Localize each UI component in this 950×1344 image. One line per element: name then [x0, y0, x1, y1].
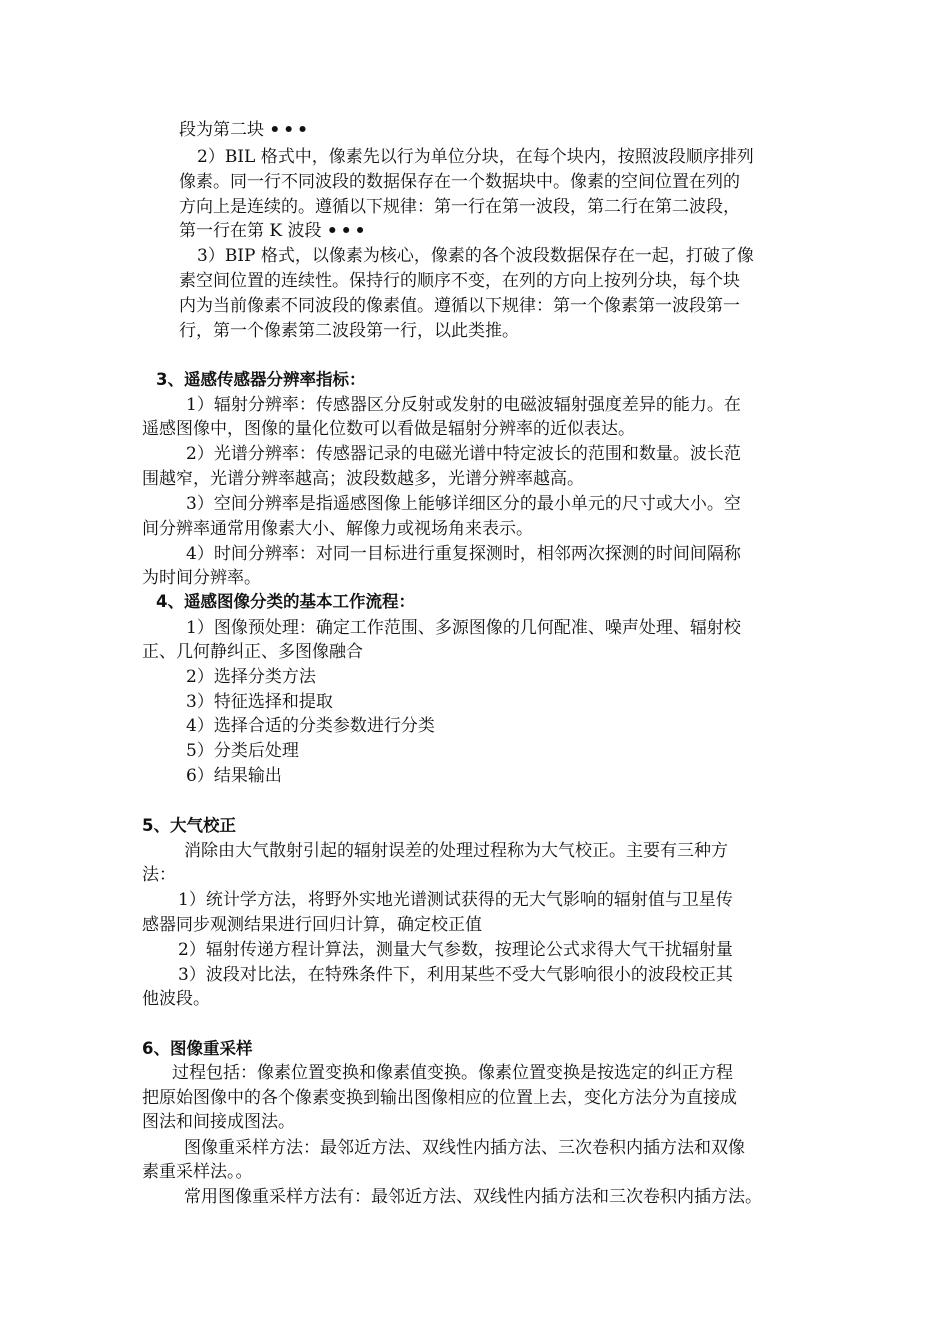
s4-step-1-line-1: 1）图像预处理：确定工作范围、多源图像的几何配准、噪声处理、辐射校 — [186, 618, 741, 638]
s5-method-1-line-1: 1）统计学方法，将野外实地光谱测试获得的无大气影响的辐射值与卫星传 — [178, 890, 733, 910]
s3-spatial-line-1: 3）空间分辨率是指遥感图像上能够详细区分的最小单元的尺寸或大小。空 — [186, 494, 741, 514]
s4-step-1-line-2: 正、几何静纠正、多图像融合 — [142, 642, 363, 662]
s6-process-line-1: 过程包括：像素位置变换和像素值变换。像素位置变换是按选定的纠正方程 — [172, 1063, 733, 1083]
s6-process-line-3: 图法和间接成图法。 — [142, 1112, 295, 1132]
s4-step-4: 4）选择合适的分类参数进行分类 — [186, 716, 435, 736]
bsq-tail-text: 段为第二块 — [179, 120, 264, 140]
bip-line-4: 行，第一个像素第二波段第一行，以此类推。 — [179, 321, 519, 341]
bsq-tail-line — [179, 119, 311, 143]
bil-line-1: 2）BIL 格式中，像素先以行为单位分块，在每个块内，按照波段顺序排列 — [197, 147, 754, 167]
s3-radiometric-line-1: 1）辐射分辨率：传感器区分反射或发射的电磁波辐射强度差异的能力。在 — [186, 395, 741, 415]
s5-intro-line-1: 消除由大气散射引起的辐射误差的处理过程称为大气校正。主要有三种方 — [184, 841, 728, 861]
bip-line-3: 内为当前像素不同波段的像素值。遵循以下规律：第一个像素第一波段第一 — [179, 296, 740, 316]
s5-method-2: 2）辐射传递方程计算法，测量大气参数，按理论公式求得大气干扰辐射量 — [178, 940, 733, 960]
bip-line-2: 素空间位置的连续性。保持行的顺序不变，在列的方向上按列分块，每个块 — [179, 271, 740, 291]
bil-line-4 — [179, 220, 369, 244]
continuation-marker: ••• — [269, 120, 312, 140]
s4-step-5: 5）分类后处理 — [186, 741, 299, 761]
s4-step-6: 6）结果输出 — [186, 766, 282, 786]
s5-method-3-line-2: 他波段。 — [142, 989, 210, 1009]
s4-step-2: 2）选择分类方法 — [186, 667, 316, 687]
s3-temporal-line-1: 4）时间分辨率：对同一目标进行重复探测时，相邻两次探测的时间间隔称 — [186, 544, 741, 564]
s4-step-3: 3）特征选择和提取 — [186, 692, 333, 712]
s6-methods-line-1: 图像重采样方法：最邻近方法、双线性内插方法、三次卷积内插方法和双像 — [184, 1138, 745, 1158]
section-6-heading: 6、图像重采样 — [142, 1039, 253, 1058]
s5-method-1-line-2: 感器同步观测结果进行回归计算，确定校正值 — [142, 915, 482, 935]
section-5-heading: 5、大气校正 — [142, 816, 236, 835]
s3-radiometric-line-2: 遥感图像中，图像的量化位数可以看做是辐射分辨率的近似表达。 — [142, 419, 635, 439]
section-3-heading: 3、遥感传感器分辨率指标： — [156, 370, 366, 389]
s6-process-line-2: 把原始图像中的各个像素变换到输出图像相应的位置上去，变化方法分为直接成 — [142, 1088, 737, 1108]
s3-spectral-line-1: 2）光谱分辨率：传感器记录的电磁光谱中特定波长的范围和数量。波长范 — [186, 444, 741, 464]
bil-line-4-text: 第一行在第 K 波段 — [179, 221, 322, 241]
s6-methods-line-2: 素重采样法。。 — [142, 1162, 253, 1182]
s6-common-methods: 常用图像重采样方法有：最邻近方法、双线性内插方法和三次卷积内插方法。 — [184, 1187, 762, 1207]
continuation-marker: ••• — [326, 221, 369, 241]
s3-spatial-line-2: 间分辨率通常用像素大小、解像力或视场角来表示。 — [142, 519, 533, 539]
s3-spectral-line-2: 围越窄，光谱分辨率越高；波段数越多，光谱分辨率越高。 — [142, 469, 584, 489]
bil-line-2: 像素。同一行不同波段的数据保存在一个数据块中。像素的空间位置在列的 — [179, 172, 740, 192]
section-4-heading: 4、遥感图像分类的基本工作流程： — [156, 592, 415, 611]
s5-intro-line-2: 法： — [142, 865, 176, 885]
bil-line-3: 方向上是连续的。遵循以下规律：第一行在第一波段，第二行在第二波段， — [179, 197, 740, 217]
s5-method-3-line-1: 3）波段对比法，在特殊条件下，利用某些不受大气影响很小的波段校正其 — [178, 965, 733, 985]
s3-temporal-line-2: 为时间分辨率。 — [142, 568, 261, 588]
bip-line-1: 3）BIP 格式，以像素为核心，像素的各个波段数据保存在一起，打破了像 — [197, 246, 754, 266]
